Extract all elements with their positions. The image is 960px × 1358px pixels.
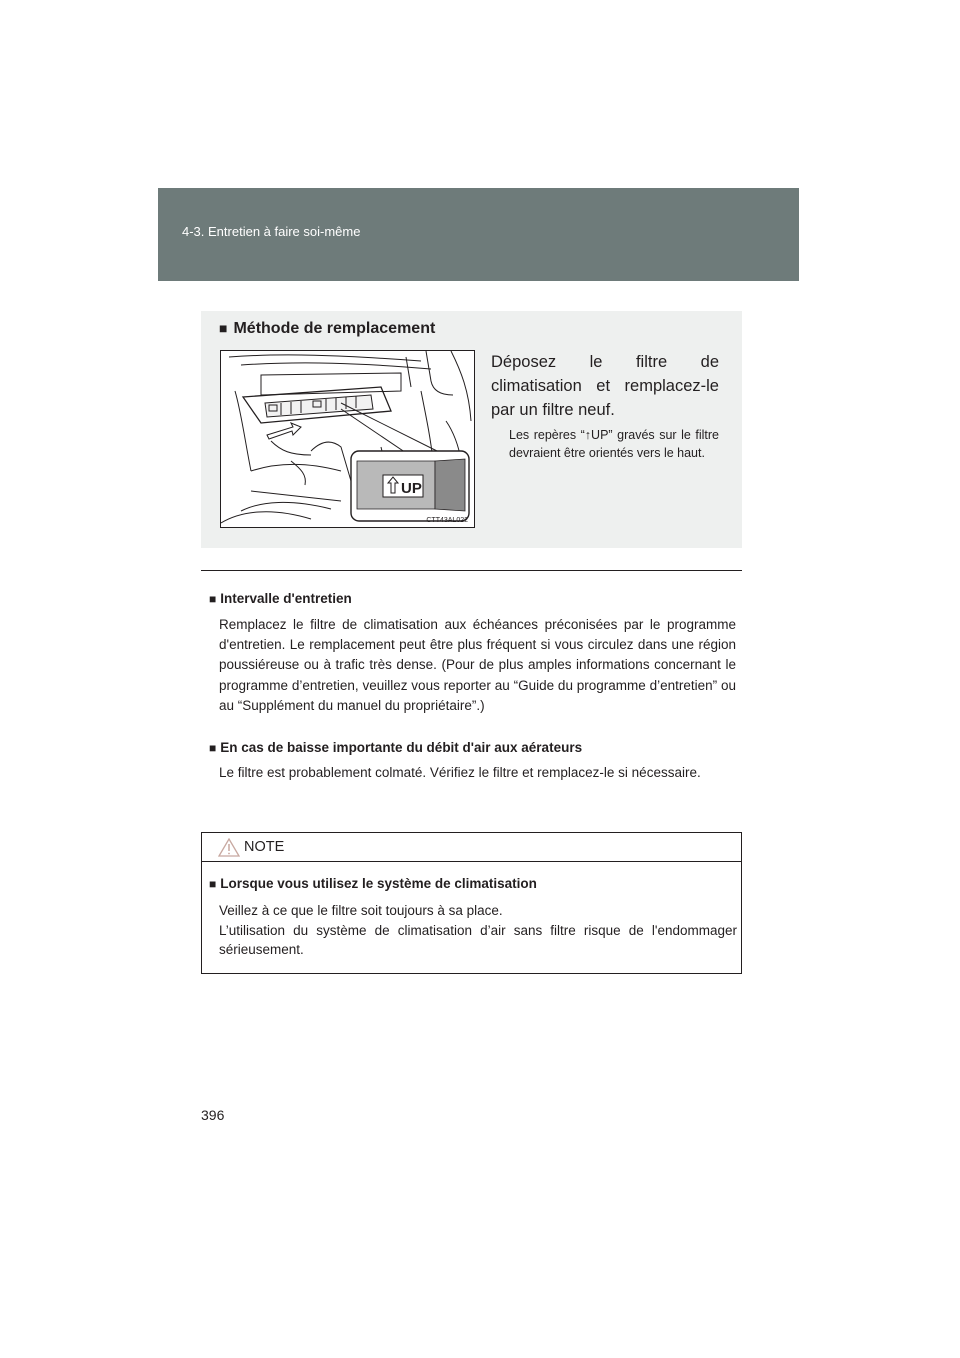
note-box <box>201 832 742 974</box>
section-body-airflow: Le filtre est probablement colmaté. Vérifiez le filtre et remplacez-le si nécessaire. <box>219 765 701 780</box>
figure-code: CTT43AL022 <box>426 517 468 524</box>
warning-triangle-icon <box>218 838 240 862</box>
bullet-square-icon: ■ <box>209 741 217 755</box>
method-sub-text: Les repères “↑UP” gravés sur le filtre devraient être orientés vers le haut. <box>509 428 719 460</box>
method-main-text <box>491 350 719 422</box>
method-title <box>219 320 435 338</box>
bullet-square-icon: ■ <box>209 877 217 891</box>
section-divider <box>201 570 742 571</box>
bullet-square-icon: ■ <box>209 592 217 606</box>
section-title-airflow: ■ En cas de baisse importante du débit d'air aux aérateurs <box>209 740 583 755</box>
note-title: ■ Lorsque vous utilisez le système de climatisation <box>209 876 537 891</box>
note-header <box>202 833 741 862</box>
note-body <box>219 901 737 960</box>
method-title-text: Méthode de remplacement <box>233 320 436 337</box>
section-header: 4-3. Entretien à faire soi-même <box>182 224 361 239</box>
note-line-1: Veillez à ce que le filtre soit toujours à sa place. <box>219 903 503 918</box>
bullet-square-icon: ■ <box>219 320 228 336</box>
filter-drawing <box>221 351 474 527</box>
page-number: 396 <box>201 1107 225 1123</box>
filter-illustration <box>220 350 475 528</box>
note-label: NOTE <box>244 839 285 855</box>
up-label: UP <box>401 480 422 497</box>
section-title-maintenance: ■ Intervalle d'entretien <box>209 591 352 606</box>
note-line-2: L’utilisation du système de climatisation d’air sans filtre risque de l'endommager sérieusement. <box>219 922 737 957</box>
section-body-maintenance: Remplacez le filtre de climatisation aux échéances préconisées par le programme d'entretien. Le remplacement peut être plus fréquent si vous circulez dans une région poussiéreuse ou à trafic très dense. (Pour de plus amples informations concernant le programme d’entretien, veuillez vous reporter au “Guide du programme d’entretien” ou au “Supplément du manuel du propriétaire”.) <box>219 617 736 713</box>
method-instruction: Déposez le filtre de climatisation et remplacez-le par un filtre neuf. <box>491 353 719 419</box>
